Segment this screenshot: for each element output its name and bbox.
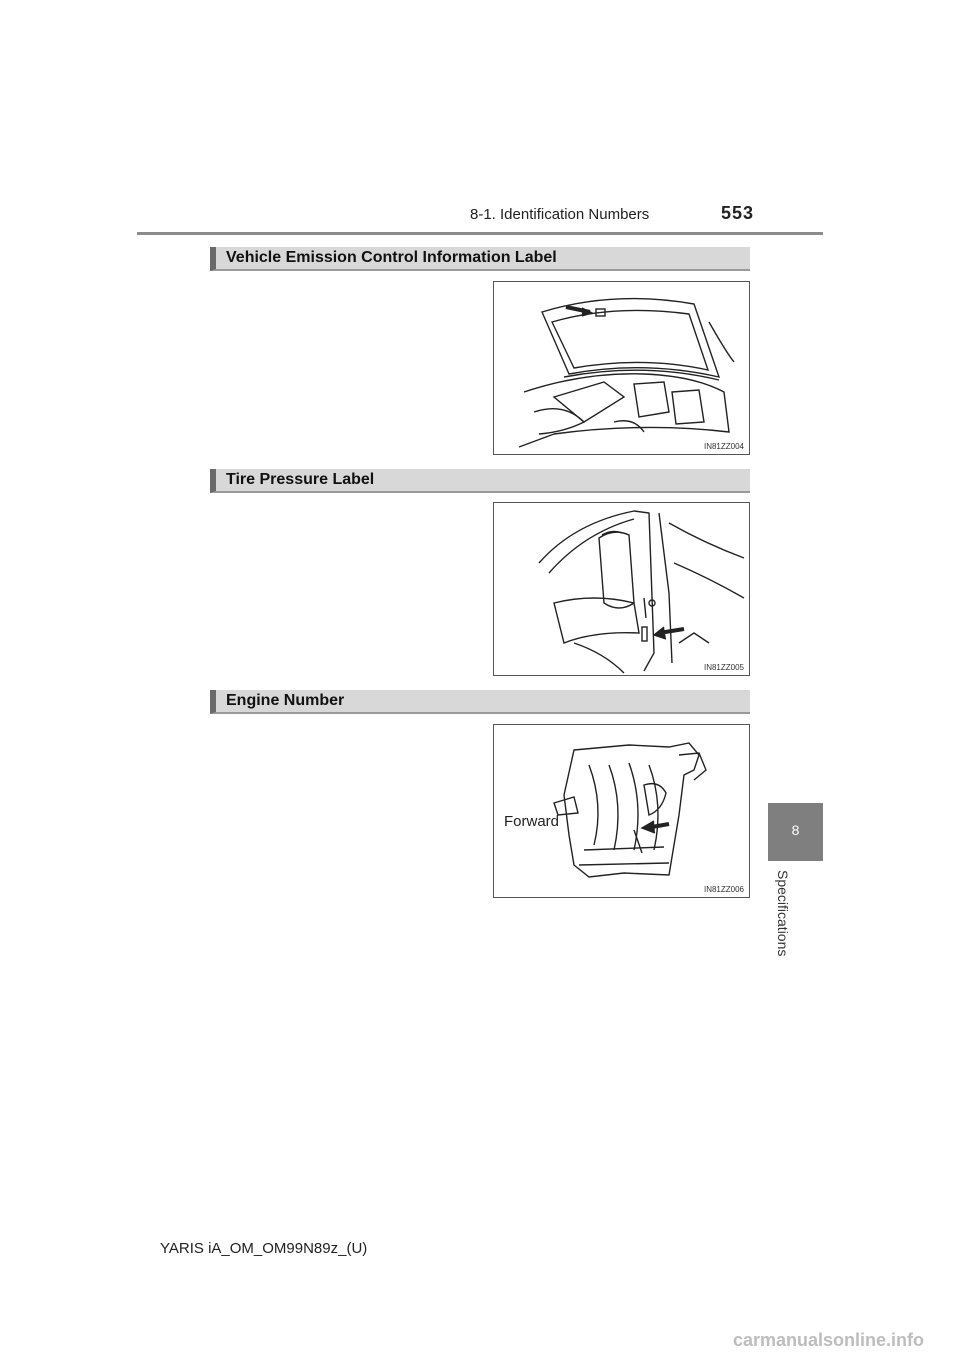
open-hood-drawing-icon	[494, 282, 750, 455]
figure-code: IN81ZZ004	[703, 442, 744, 451]
figure-code: IN81ZZ006	[703, 885, 744, 894]
section-title: Tire Pressure Label	[226, 471, 375, 488]
section-heading-engine-number	[210, 690, 750, 714]
page-number: 553	[721, 203, 755, 223]
section-title: Engine Number	[226, 692, 345, 709]
chapter-number: 8	[791, 822, 800, 838]
figure-driver-door	[493, 502, 750, 676]
section-title: Vehicle Emission Control Information Label	[226, 249, 557, 266]
document-id: YARIS iA_OM_OM99N89z_(U)	[160, 1240, 368, 1257]
header-rule	[137, 232, 823, 235]
section-heading-emission-label	[210, 247, 750, 271]
chapter-tab	[768, 803, 823, 861]
engine-block-drawing-icon	[494, 725, 750, 898]
forward-label: Forward	[504, 813, 560, 830]
header-section-title: 8-1. Identification Numbers	[470, 206, 650, 223]
figure-engine-block	[493, 724, 750, 898]
driver-door-drawing-icon	[494, 503, 750, 676]
chapter-label: Specifications	[775, 870, 791, 957]
figure-open-hood	[493, 281, 750, 455]
watermark: carmanualsonline.info	[733, 1330, 925, 1350]
figure-code: IN81ZZ005	[703, 663, 744, 672]
section-heading-tire-pressure	[210, 469, 750, 493]
